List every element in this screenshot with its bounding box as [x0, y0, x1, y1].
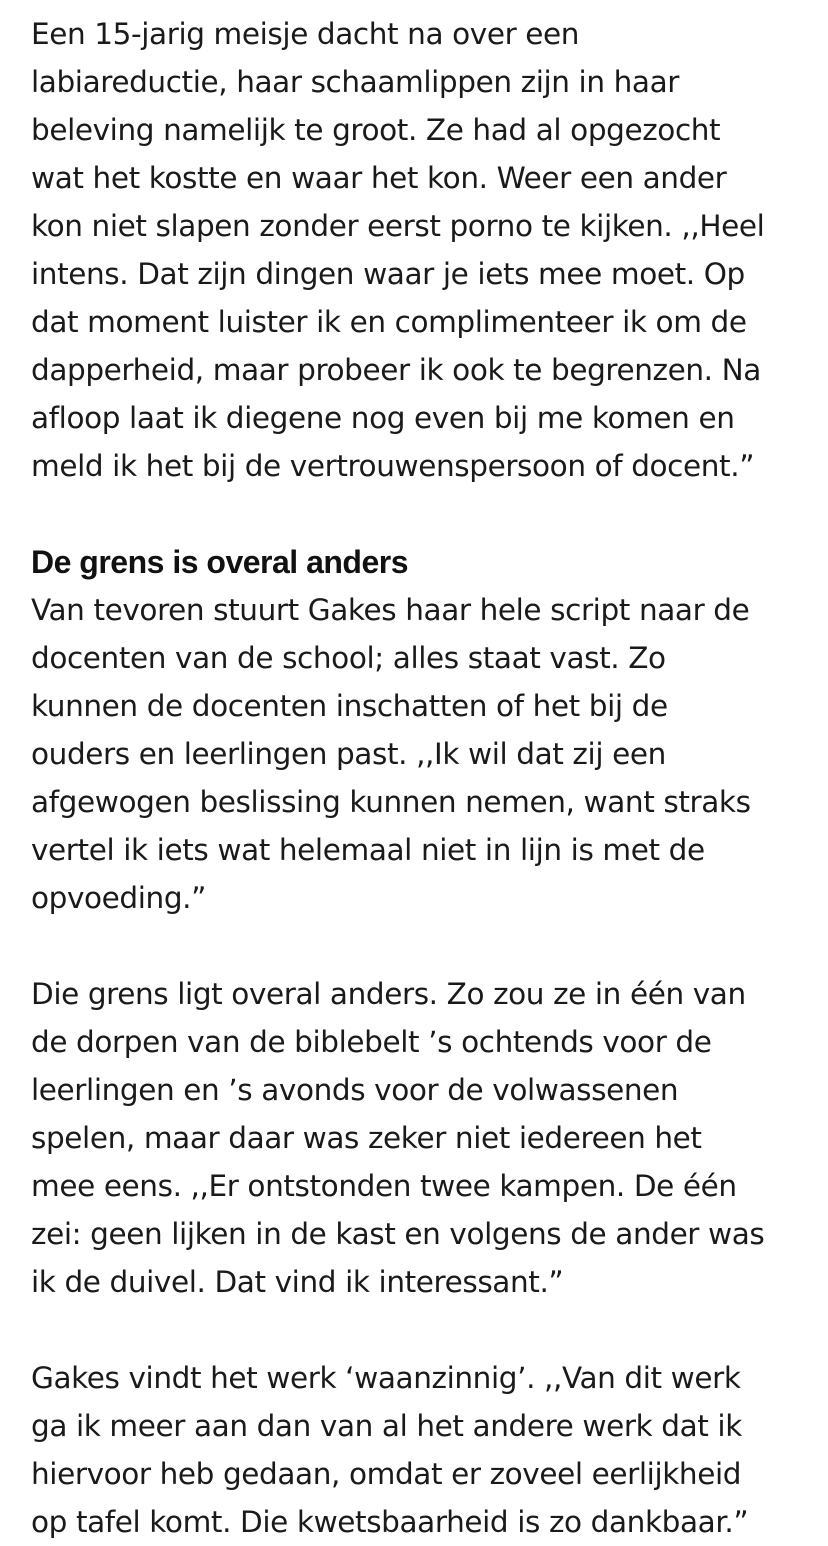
text-line: beleving namelijk te groot. Ze had al opgezocht: [31, 113, 721, 147]
text-line: kon niet slapen zonder eerst porno te kijken. ,,Heel: [31, 209, 765, 243]
text-line: leerlingen en ’s avonds voor de volwassenen: [31, 1073, 679, 1107]
paragraph-intro: [31, 10, 821, 490]
text-line: de dorpen van de biblebelt ’s ochtends voor de: [31, 1025, 712, 1059]
text-line: ouders en leerlingen past. ,,Ik wil dat zij een: [31, 737, 666, 771]
section-heading: De grens is overal anders: [31, 544, 409, 580]
text-line: labiareductie, haar schaamlippen zijn in haar: [31, 65, 680, 99]
text-line: dapperheid, maar probeer ik ook te begrenzen. Na: [31, 353, 761, 387]
paragraph-waanzinnig: [31, 1354, 821, 1546]
text-line: ga ik meer aan dan van al het andere werk dat ik: [31, 1409, 742, 1443]
text-line: wat het kostte en waar het kon. Weer een ander: [31, 161, 727, 195]
text-line: op tafel komt. Die kwetsbaarheid is zo dankbaar.”: [31, 1505, 749, 1539]
text-line: meld ik het bij de vertrouwenspersoon of docent.”: [31, 449, 755, 483]
article-body: [31, 10, 821, 1546]
text-line: mee eens. ,,Er ontstonden twee kampen. De één: [31, 1169, 737, 1203]
text-line: ik de duivel. Dat vind ik interessant.”: [31, 1265, 564, 1299]
text-line: dat moment luister ik en complimenteer ik om de: [31, 305, 747, 339]
paragraph-gap: [31, 1306, 821, 1354]
text-line: hiervoor heb gedaan, omdat er zoveel eerlijkheid: [31, 1457, 742, 1491]
text-line: afgewogen beslissing kunnen nemen, want straks: [31, 785, 751, 819]
text-line: docenten van de school; alles staat vast. Zo: [31, 641, 666, 675]
text-line: opvoeding.”: [31, 881, 207, 915]
text-line: Die grens ligt overal anders. Zo zou ze in één van: [31, 977, 746, 1011]
text-line: intens. Dat zijn dingen waar je iets mee moet. Op: [31, 257, 745, 291]
text-line: Van tevoren stuurt Gakes haar hele script naar de: [31, 593, 750, 627]
text-line: afloop laat ik diegene nog even bij me komen en: [31, 401, 735, 435]
text-line: Gakes vindt het werk ‘waanzinnig’. ,,Van dit werk: [31, 1361, 741, 1395]
text-line: vertel ik iets wat helemaal niet in lijn is met de: [31, 833, 705, 867]
paragraph-grens: [31, 970, 821, 1306]
paragraph-gap: [31, 922, 821, 970]
paragraph-script: [31, 586, 821, 922]
text-line: kunnen de docenten inschatten of het bij de: [31, 689, 668, 723]
paragraph-gap: [31, 490, 821, 538]
text-line: Een 15-jarig meisje dacht na over een: [31, 17, 580, 51]
text-line: zei: geen lijken in de kast en volgens de ander was: [31, 1217, 765, 1251]
text-line: spelen, maar daar was zeker niet iedereen het: [31, 1121, 702, 1155]
